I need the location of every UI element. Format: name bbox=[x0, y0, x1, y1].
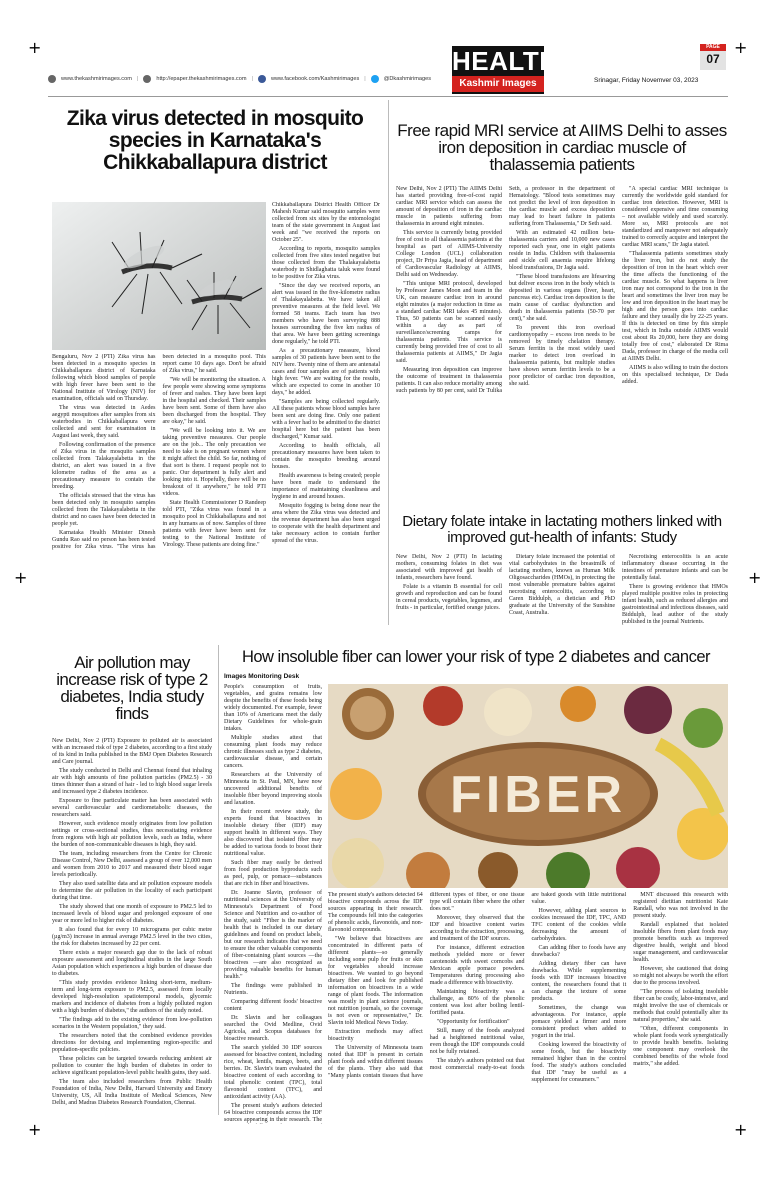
zika-paragraph: "We will be monitoring the situation. A few people were showing some symptoms of fever and rashes. They have been kept in the hospital and checked. Their samples have been sent. Some of them have also been discharged from the hospital. They are okay," he said. bbox=[162, 377, 266, 425]
folate-headline: Dietary folate intake in lactating mothers linked with improved gut-health of infants: Study bbox=[402, 513, 722, 546]
header-link-facebook[interactable]: www.facebook.com/Kashmirimages bbox=[270, 76, 360, 82]
fiber-paragraph: The search yielded 30 IDF sources assessed for bioactive content, including rice, wheat, lentils, mango, beets, and berries. Dr. Slavin's team evaluated the bioactive content of each according to total phenolic content (TPC), total flavonoid content (TFC), and antioxidant activity (AA). bbox=[224, 1045, 322, 1100]
zika-paragraph: Bengaluru, Nov 2 (PTI) Zika virus has been detected in a mosquito species in Chikkaballapura district of Karnataka following which blood samples of people with high fever have been sent to the National Institute of Virology (NIV) for examination, officials said on Thursday. bbox=[52, 354, 156, 402]
air-paragraph: New Delhi, Nov 2 (PTI) Exposure to polluted air is associated with an increased risk of type 2 diabetes, according to a first study of its kind in India published in the BMJ Open Diabetes Research and Care journal. bbox=[52, 738, 212, 765]
fiber-body-left bbox=[224, 684, 322, 1124]
air-paragraph: These policies can be targeted towards reducing ambient air pollution to counter the high burden of diabetes in order to achieve significant population-level public health gains, they said. bbox=[52, 1056, 212, 1076]
fiber-paragraph: Still, many of the foods analyzed had a heightened nutritional value, even though the IDF compounds could not be fully retained. bbox=[429, 1028, 525, 1055]
registration-mark-top-right: + bbox=[734, 38, 748, 57]
globe-icon bbox=[143, 75, 151, 83]
fiber-paragraph: The present study's authors detected 64 bioactive compounds across the IDF sources appearing in their research. The bbox=[224, 1103, 322, 1123]
air-paragraph: "This study provides evidence linking short-term, medium-term and long-term exposure to PM2.5, assessed from locally developed high-resolution spatiotemporal models, glycemic markers and incidence of diabetes from a highly polluted region with a high burden of diabetes," the authors of the study noted. bbox=[52, 980, 212, 1014]
fiber-paragraph: Adding dietary fiber can have drawbacks. While supplementing foods with IDF increases bioactive content, the researchers found that it can change the texture of some products. bbox=[531, 961, 627, 1002]
section-masthead bbox=[452, 46, 559, 94]
fiber-paragraph: "Often, different components in whole plant foods work synergistically to provide health benefits. Isolating one component may overlook the combined benefits of the whole food matrix," she added. bbox=[633, 1026, 728, 1067]
zika-paragraph: Mosquito fogging is being done near the area where the Zika virus was detected and the revenue department has also been urged to cooperate with the health department and take necessary action to contain further spread of the virus. bbox=[272, 503, 380, 544]
page-number-box bbox=[700, 44, 726, 70]
fiber-paragraph: People's consumption of fruits, vegetables, and grains remains low despite the benefits of these foods being widely documented. For example, fewer than 10% of Americans meet the daily Dietary Guidelines for whole-grain intakes. bbox=[224, 684, 322, 732]
fiber-paragraph: Dr. Joanne Slavin, professor of nutritional sciences at the University of Minnesota's Department of Food Science and Nutrition and co-author of the study, said: "Fiber is the marker of health that is included in our dietary guidelines and found on product labels, but our research indicates that we need to ensure the other valuable components of fiber-containing plant sources —the bioactives —are also recognized as providing valuable benefits for human health." bbox=[224, 890, 322, 980]
fiber-paragraph: Maintaining bioactivity was a challenge, as 80% of the phenolic content was lost after boiling lentil-fortified pasta. bbox=[429, 989, 525, 1016]
fiber-paragraph: Moreover, they observed that the IDF and bioactive content varies according to the extraction, processing, and treatment of the IDF sources. bbox=[429, 915, 525, 942]
fiber-paragraph: Cooking lowered the bioactivity of some foods, but the bioactivity remained higher than in the control food. The study's authors concluded that IDF "may be useful as a supplement for consumers." bbox=[531, 1042, 627, 1083]
mri-paragraph: "Thalassemia patients sometimes study the liver iron, but do not study the deposition of iron in the heart which over the time affects the functioning of the cardiac muscle. So what happens is liver iron may not correspond to the iron in the heart and sometimes the liver iron may be low and iron deposition in the heart may be high and the person goes into cardiac failure and they usually die by 22-25 years. If this is detected on time by this simple test, which in India outside AIIMS would cost about Rs 20,000, here they are doing totally free of cost," elaborated Dr Rima Dada, professor in charge of the media cell at AIIMS Delhi. bbox=[622, 251, 728, 362]
fiber-foods-image bbox=[328, 684, 728, 888]
fiber-subhead: Comparing different foods' bioactive content bbox=[224, 999, 322, 1012]
mri-paragraph: "This unique MRI protocol, developed by Professor James Moon and team in the UK, can measure cardiac iron in around eight minutes (a major reduction in time as a standard cardiac MRI takes 45 minutes). Thus, 50 patients can be scanned easily within a day as part of surveillance/screening camps for thalassemia patients. This service is currently being provided free of cost to all thalassemia patients at AIIMS," Dr Jagia said. bbox=[396, 281, 502, 364]
header-link-epaper[interactable]: http://epaper.thekashmirimages.com bbox=[156, 76, 247, 82]
zika-paragraph: The virus was detected in Aedes aegypti mosquitoes after samples from six waterbodies in Chikkaballapura were collected and sent for examination in August last week, they said. bbox=[52, 405, 156, 439]
mri-paragraph: "A special cardiac MRI technique is currently the worldwide gold standard for cardiac iron detection. However, MRI is considered expensive and time consuming – not available widely and used scarcely. More so, MRI protocols are not standardized and manpower not adequately trained to correctly acquire and interpret the cardiac MRI scans," Dr Jagia stated. bbox=[622, 186, 728, 248]
folate-paragraph: Dietary folate increased the potential of vital carbohydrates in the breastmilk of lactating mothers, known as Human Milk Oligosaccharides (HMOs), in protecting the most vulnerable premature babies against necrotising enterocolitis, according to Caren Biddulph, a dietician and PhD graduate at the University of the Sunshine Coast, Australia. bbox=[509, 554, 615, 616]
mri-headline: Free rapid MRI service at AIIMS Delhi to asses iron deposition in cardiac muscle of thalassemia patients bbox=[397, 121, 727, 174]
column-divider-top bbox=[388, 100, 389, 625]
fiber-photo bbox=[328, 684, 728, 888]
zika-body-right bbox=[272, 202, 380, 624]
zika-paragraph: "We will be looking into it. We are taking preventive measures. Our people are on the job... The only precaution we need to take is on pregnant women where it might affect the child. So far, nothing of that sort is there. I request people not to panic. Our department is fully alert and looking into it. Hopefully, there will be no breakout of it anywhere," he told PTI videos. bbox=[162, 428, 266, 497]
fiber-paragraph: Dr. Slavin and her colleagues searched the Ovid Medline, Ovid Agricola, and Scopus databases for bioactive research. bbox=[224, 1015, 322, 1042]
header-link-website[interactable]: www.thekashmirimages.com bbox=[61, 76, 132, 82]
zika-paragraph: According to reports, mosquito samples collected from five sites tested negative but those collected from the Thalakayalabetta waterbody in Shidlaghatta taluk were found to be positive for Zika virus. bbox=[272, 246, 380, 280]
air-body bbox=[52, 738, 212, 1122]
registration-mark-bottom-right: + bbox=[734, 1120, 748, 1139]
fiber-paragraph: The present study's authors detected 64 bioactive compounds across the IDF sources appearing in their research. The compounds fell into the categories of phenolic acids, flavonoids, and non-flavonoid compounds. bbox=[328, 892, 423, 933]
mri-paragraph: "These blood transfusions are lifesaving but deliver excess iron in the body which is deposited in various organs (liver, heart, pancreas etc). Cardiac iron deposition is the main cause of cardiac dysfunction and death in thalassemia patients (50-70 per cent)," she said. bbox=[509, 274, 615, 322]
fiber-paragraph: For instance, different extraction methods yielded more or fewer carotenoids with sweet corncobs and Mexican apple pomace powders. Temperatures during processing also made a difference with bioactivity. bbox=[429, 945, 525, 986]
mri-body bbox=[396, 186, 728, 508]
air-paragraph: The study conducted in Delhi and Chennai found that inhaling air with high amounts of fine pollution particles (PM2.5) - 30 times thinner than a strand of hair - led to high blood sugar levels and increased type 2 diabetes incidence. bbox=[52, 768, 212, 795]
section-title: HEALTH bbox=[452, 46, 559, 76]
zika-paragraph: Health awareness is being created; people have been made to understand the importance of maintaining cleanliness and hygiene in and around houses. bbox=[272, 473, 380, 500]
fiber-paragraph: The findings were published in Nutrients. bbox=[224, 983, 322, 996]
zika-paragraph: The officials stressed that the virus has been detected only in mosquito samples collected from the Talakayalabetta in the district and no cases have been detected in people yet. bbox=[52, 493, 156, 527]
mri-paragraph: With an estimated 42 million beta-thalassemia carriers and 10,000 new cases reported each year, one in eight patients reside in India. Children with thalassemia and sickle cell anaemia require lifelong blood transfusions, Dr Jagia said. bbox=[509, 230, 615, 271]
fiber-paragraph: Randall explained that isolated insoluble fibers from plant foods may promote benefits such as improved digestive health, weight and blood sugar management, and cardiovascular health. bbox=[633, 922, 728, 963]
fiber-paragraph: MNT discussed this research with registered dietitian nutritionist Kate Randall, who was not involved in the present study. bbox=[633, 892, 728, 919]
fiber-image-label: FIBER bbox=[450, 766, 626, 824]
zika-paragraph: "Samples are being collected regularly. All these patients whose blood samples have been sent are doing fine. Only one patient with a fever had to be admitted to the district hospital here but the patient has been discharged," Kumar said. bbox=[272, 399, 380, 440]
air-paragraph: However, such evidence mostly originates from low pollution settings or cross-sectional studies, thus necessitating evidence from regions with high air pollution levels, such as India, where the burden of non-communicable diseases is high, they said. bbox=[52, 821, 212, 848]
page-number: 07 bbox=[706, 52, 720, 66]
zika-paragraph: State Health Commissioner D Randeep told PTI, "Zika virus was found in a mosquito pool in Chikkaballapura and not in any humans as of now. Samples of three patients with fever have been sent for testing to the National Institute of Virology. These patients are doing fine." bbox=[162, 500, 266, 548]
fiber-paragraph: However, she cautioned that doing so might not always be worth the effort due to the process involved. bbox=[633, 966, 728, 986]
fiber-subhead: Can adding fiber to foods have any drawbacks? bbox=[531, 945, 627, 958]
air-paragraph: The team also included researchers from Public Health Foundation of India, New Delhi, Harvard University and Emory University, US, All India Institute of Medical Sciences, New Delhi, and Madras Diabetes Research Foundation, Chennai. bbox=[52, 1079, 212, 1106]
air-paragraph: The team, including researchers from the Centre for Chronic Disease Control, New Delhi, assessed a group of over 12,000 men and women from 2010 to 2017 and measured their blood sugar levels periodically. bbox=[52, 851, 212, 878]
mri-paragraph: AIIMS is also willing to train the doctors on this specialised technique, Dr Dada added. bbox=[622, 365, 728, 385]
header-links: www.thekashmirimages.com | http://epaper.thekashmirimages.com | www.facebook.com/Kashmirimages | @Dkashmirimages bbox=[48, 72, 448, 86]
zika-headline: Zika virus detected in mosquito species in Karnataka's Chikkaballapura district bbox=[66, 107, 364, 174]
mri-paragraph: Measuring iron deposition can improve the outcome of treatment in thalassemia patients. It can also reduce mortality among such patients by 80 per cent, said Dr Tulika Seth, a professor in the department of Hematology. "Blood tests sometimes may not predict the level of iron deposition in the cardiac muscle and excess deposition may lead to heart failure in patients suffering from Thalassemia," Dr Seth said. bbox=[396, 186, 615, 394]
air-paragraph: The study showed that one month of exposure to PM2.5 led to increased levels of blood sugar and prolonged exposure of one year or more led to higher risk of diabetes. bbox=[52, 904, 212, 924]
folate-paragraph: There is growing evidence that HMOs played multiple positive roles in protecting infant health, such as reduced allergies and gastrointestinal and infectious diseases, said Biddulph, lead author of the study published in the journal Nutrients. bbox=[622, 584, 728, 625]
fiber-subhead: "Opportunity for fortification" bbox=[436, 1019, 510, 1025]
mri-paragraph: To prevent this iron overload cardiomyopathy – excess iron needs to be removed by timely chelation therapy. Serum ferritin is the most widely used marker to detect iron overload in thalassemia patients, but multiple studies have shown serum ferritin levels to be a poor predictor of cardiac iron deposition, she said. bbox=[509, 325, 615, 387]
air-paragraph: They also used satellite data and air pollution exposure models to determine the air pollution in the locality of each participant during that time. bbox=[52, 881, 212, 901]
fiber-paragraph: The study's authors pointed out that most commercial ready-to-eat foods are baked goods with little nutritional value. bbox=[429, 892, 627, 1071]
zika-paragraph: Following confirmation of the presence of Zika virus in the mosquito samples collected from Talakayalabetta in the district, an alert was issued in a five kilometre radius of the area as a precautionary measure to contain the breeding. bbox=[52, 442, 156, 490]
registration-mark-mid-left: + bbox=[14, 568, 28, 587]
mri-paragraph: This service is currently being provided free of cost to all thalassemia patients at the hospital as part of AIIMS-University College London (UCL) collaboration project, Dr Priya Jagia, head of department of Cardiovascular Radiology at AIIMS, Delhi said on Wednesday. bbox=[396, 230, 502, 278]
air-paragraph: It also found that for every 10 micrograms per cubic metre (µg/m3) increase in annual average PM2.5 level in the two cities, the risk for diabetes increased by 22 per cent. bbox=[52, 927, 212, 947]
folate-paragraph: New Delhi, Nov 2 (PTI) In lactating mothers, consuming folates in diet was associated with improved gut health of infants, researchers have found. bbox=[396, 554, 502, 581]
zika-paragraph: "Since the day we received reports, an alert was issued in the five-kilometre radius of Thalakayalabetta. We have taken all preventive measures at the field level. We formed 58 teams. Each team has two members who have been surveying 888 houses surrounding the five km radius of that area. We have been getting screenings done regularly," he told PTI. bbox=[272, 283, 380, 345]
fiber-headline: How insoluble fiber can lower your risk of type 2 diabetes and cancer bbox=[241, 648, 711, 666]
fiber-paragraph: "The process of isolating insoluble fiber can be costly, labor-intensive, and might involve the use of chemicals or methods that could potentially alter its natural properties," she said. bbox=[633, 989, 728, 1023]
fiber-paragraph: "We believe that bioactives are concentrated in different parts of different plants—so generally including some pulp for fruits or skin for vegetables should increase bioactives. We wanted to go beyond dietary fiber and look for published information on bioactives in a wide range of plant foods. The information was mostly in plant science journals, not nutrition journals, so the coverage is not even or representative," Dr. Slavin told Medical News Today. bbox=[328, 936, 423, 1026]
brand-name: Kashmir Images bbox=[452, 76, 544, 92]
facebook-icon bbox=[258, 75, 266, 83]
air-paragraph: The researchers noted that the combined evidence provides directions for devising and implementing region-specific and population-specific policies. bbox=[52, 1033, 212, 1053]
zika-paragraph: According to health officials, all precautionary measures have been taken to contain the mosquito breeding around houses. bbox=[272, 443, 380, 470]
folate-body bbox=[396, 554, 728, 626]
dateline: Srinagar, Friday Novemver 03, 2023 bbox=[594, 77, 699, 84]
fiber-paragraph: However, adding plant sources to cookies increased the IDF, TPC, AND TFC content of the cookies while decreasing the amount of carbohydrates. bbox=[531, 908, 627, 942]
mosquito-photo bbox=[52, 202, 266, 350]
fiber-paragraph: Researchers at the University of Minnesota in St. Paul, MN, have now uncovered additional benefits of insoluble fiber beyond improving stools and laxation. bbox=[224, 772, 322, 806]
twitter-icon bbox=[371, 75, 379, 83]
zika-body-left bbox=[52, 354, 266, 624]
zika-paragraph: As a precautionary measure, blood samples of 30 patients have been sent to the NIV here. Twenty nine of them are antenatal cases and four samples are of patients with high fever. "We are waiting for the results, which are expected to come in another 10 days," he added. bbox=[272, 348, 380, 396]
air-paragraph: Exposure to fine particulate matter has been associated with several cardiovascular and cardiometabolic diseases, the researchers said. bbox=[52, 798, 212, 818]
registration-mark-mid-right: + bbox=[748, 568, 762, 587]
fiber-paragraph: In their recent review study, the experts found that bioactives in insoluble dietary fiber (IDF) may support health in different ways. They also discovered that isolated fiber may be added to various foods to boost their nutritional value. bbox=[224, 809, 322, 857]
zika-paragraph: Chikkaballapura District Health Officer Dr Mahesh Kumar said mosquito samples were collected from six sites by the entomologist team of the state government in August last week and "we received the reports on October 25". bbox=[272, 202, 380, 243]
zika-paragraph: Karnataka Health Minister Dinesh Gundu Rao said no person has been tested positive for Zika virus. "The virus has been detected in a mosquito pool. This report came 10 days ago. Don't be afraid of Zika virus," he said. bbox=[52, 354, 266, 550]
fiber-body-bottom bbox=[328, 892, 728, 1124]
folate-paragraph: Folate is a vitamin B essential for cell growth and reproduction and can be found in cereal products, vegetables, legumes, and fruits - in particular, fortified orange juices. bbox=[396, 584, 502, 611]
header-link-twitter[interactable]: @Dkashmirimages bbox=[383, 76, 432, 82]
fiber-byline: Images Monitoring Desk bbox=[224, 673, 300, 680]
globe-icon bbox=[48, 75, 56, 83]
header-rule bbox=[48, 96, 728, 97]
registration-mark-bottom-left: + bbox=[28, 1120, 42, 1139]
fiber-paragraph: Multiple studies attest that consuming plant foods may reduce chronic illnesses such as type 2 diabetes, cardiovascular disease, and certain cancers. bbox=[224, 735, 322, 769]
column-divider-bottom bbox=[218, 645, 219, 1115]
fiber-subhead: Extraction methods may affect bioactivity bbox=[328, 1029, 423, 1042]
mosquito-image bbox=[52, 202, 266, 350]
air-paragraph: There exists a major research gap due to the lack of robust exposure assessment and longitudinal studies in the large South Asian population which experiences a high burden of disease due to diabetes. bbox=[52, 950, 212, 977]
registration-mark-top-left: + bbox=[28, 38, 42, 57]
air-headline: Air pollution may increase risk of type 2 diabetes, India study finds bbox=[56, 653, 208, 723]
folate-paragraph: Necrotising enterocolitis is an acute inflammatory disease occurring in the intestines of premature infants and can be potentially fatal. bbox=[622, 554, 728, 581]
mri-paragraph: New Delhi, Nov 2 (PTI) The AIIMS Delhi has started providing free-of-cost rapid cardiac MRI service which can assess the amount of deposition of iron in the cardiac muscle in patients suffering from thalassemia in around eight minutes. bbox=[396, 186, 502, 227]
air-paragraph: "The findings add to the existing evidence from low-pollution scenarios in the Western population," they said. bbox=[52, 1017, 212, 1030]
fiber-paragraph: Such fiber may easily be derived from food production byproducts such as peel, pulp, or pomace—substances that are rich in fiber and bioactives. bbox=[224, 860, 322, 887]
fiber-paragraph: The University of Minnesota team noted that IDF is present in certain plant foods and within different tissues of the plants. They also said that "Many plants contain tissues that have different types of fiber, or one tissue type will contain fiber where the other does not." bbox=[328, 892, 525, 1079]
fiber-paragraph: Sometimes, the change was advantageous. For instance, apple pomace yielded a firmer and more consistent product when added to yogurt in the trial. bbox=[531, 1005, 627, 1039]
page-label: PAGE bbox=[700, 44, 726, 51]
